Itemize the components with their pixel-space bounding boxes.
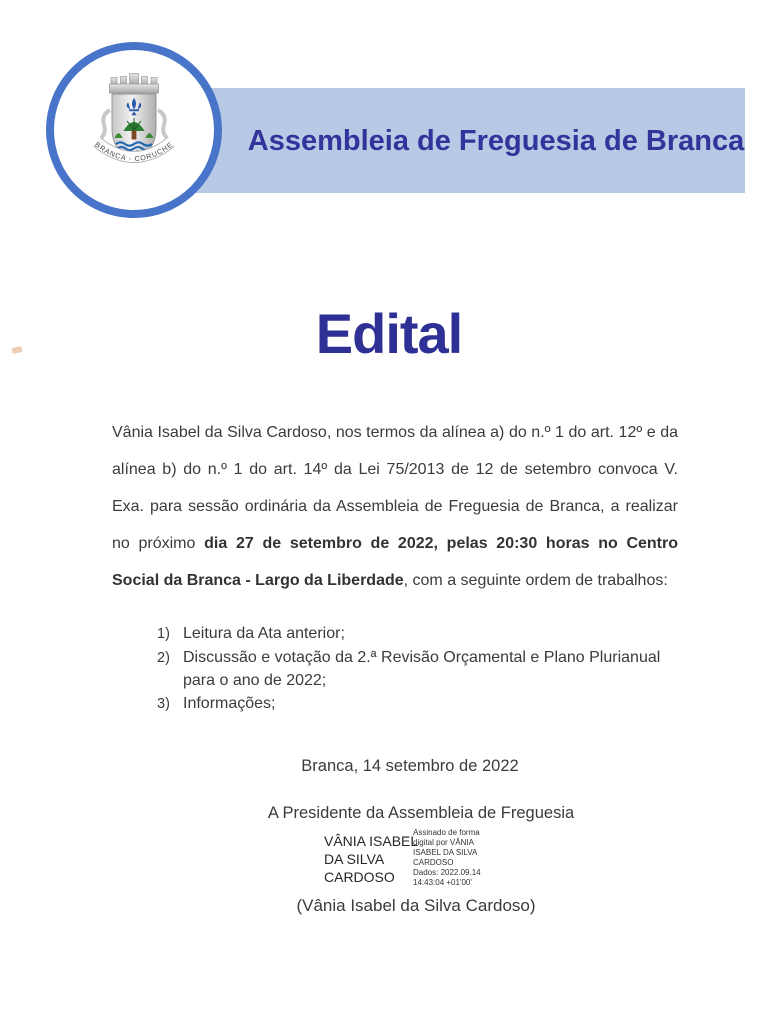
signature-detail-line: CARDOSO [413, 858, 454, 867]
organization-title: Assembleia de Freguesia de Branca [247, 125, 745, 157]
printed-signer-name: (Vânia Isabel da Silva Cardoso) [296, 896, 536, 915]
paragraph-segment-bold: dia 27 de setembro de 2022, pelas 20:30 horas no Centro Social da Branca - Largo da Liberdade [112, 535, 679, 589]
agenda-item-text: Leitura da Ata anterior; [183, 625, 345, 642]
agenda-item-number: 3) [157, 696, 170, 712]
header-banner [175, 88, 745, 193]
document-title: Edital [315, 302, 463, 365]
signature-name-line: VÂNIA ISABEL [324, 833, 419, 849]
agenda-item-number: 1) [157, 626, 170, 642]
logo-motto-text: BRANCA - CORUCHE [93, 139, 175, 164]
paragraph-segment-normal-2: , com a seguinte ordem de trabalhos: [403, 572, 668, 589]
agenda-item-text: Discussão e votação da 2.ª Revisão Orçamental e Plano Plurianual para o ano de 2022; [183, 649, 661, 689]
place-and-date-line: Branca, 14 setembro de 2022 [301, 757, 519, 775]
agenda-item [157, 622, 683, 646]
paragraph-segment-normal-1: Vânia Isabel da Silva Cardoso, nos termos da alínea a) do n.º 1 do art. 12º e da alínea b) do n.º 1 do art. 14º da Lei 75/2013 de 12 de setembro convoca V. Exa. para sessão ordinária da Assembleia de Freguesia de Branca, a realizar no próximo [112, 424, 678, 552]
agenda-list [157, 622, 683, 716]
agenda-item [157, 692, 683, 716]
digital-signature-name [324, 832, 419, 886]
digital-signature-details [413, 828, 493, 888]
signature-detail-line: digital por VÂNIA [413, 838, 474, 847]
signature-name-line: CARDOSO [324, 869, 395, 885]
signature-detail-line: Assinado de forma [413, 828, 480, 837]
signature-detail-line: Dados: 2022.09.14 [413, 868, 481, 877]
signature-detail-line: ISABEL DA SILVA [413, 848, 478, 857]
agenda-item-number: 2) [157, 650, 170, 666]
freguesia-logo-badge [46, 42, 222, 218]
signer-role-line: A Presidente da Assembleia de Freguesia [267, 804, 575, 822]
convocation-paragraph [112, 414, 678, 599]
signature-name-line: DA SILVA [324, 851, 385, 867]
agenda-item [157, 646, 683, 692]
agenda-item-text: Informações; [183, 695, 276, 712]
signature-detail-line: 14:43:04 +01'00' [413, 878, 472, 887]
coat-of-arms-icon [84, 68, 184, 180]
